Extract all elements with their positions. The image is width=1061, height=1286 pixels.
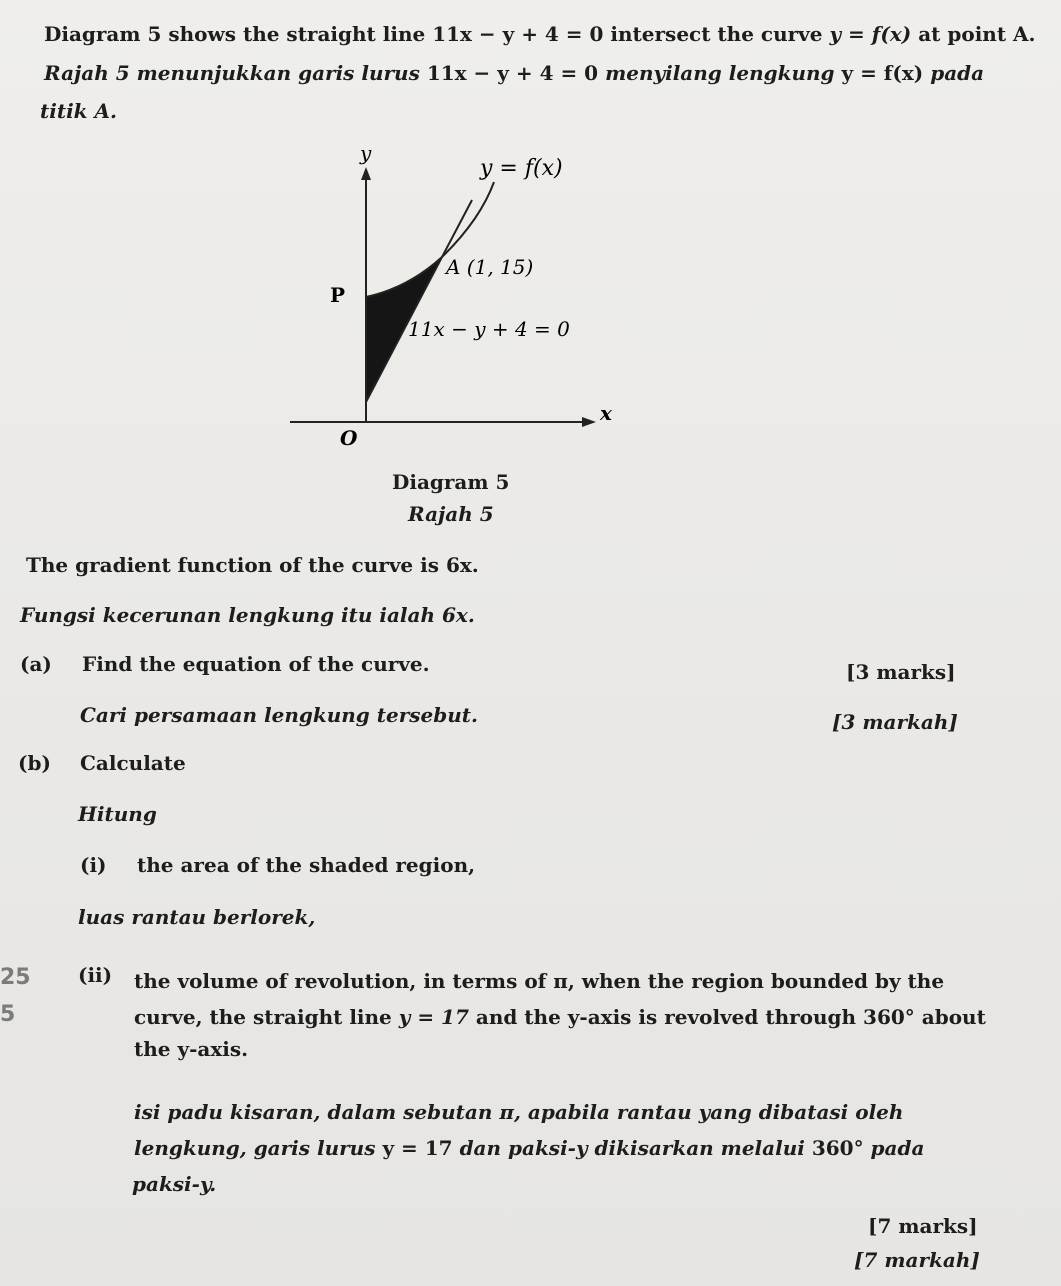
curve-equation: y = f(x) (829, 22, 912, 46)
part-b-ms: Hitung (78, 802, 157, 826)
intro-en-text: Diagram 5 shows the straight line (44, 22, 426, 46)
diagram-caption-ms: Rajah 5 (408, 502, 494, 526)
part-b-en: Calculate (80, 751, 186, 775)
gradient-en: The gradient function of the curve is 6x. (26, 553, 479, 577)
origin-label: O (340, 426, 358, 450)
x-axis-label: x (600, 401, 612, 425)
part-b-ii-label: (ii) (78, 963, 113, 987)
curve (442, 182, 494, 257)
margin-number-25: 25 (0, 965, 31, 990)
part-b-i-en: the area of the shaded region, (137, 853, 476, 877)
part-b-i-label: (i) (80, 853, 107, 877)
ii-ms-line-eq: y = 17 (382, 1136, 453, 1160)
intro-en-text-3: at point A. (918, 22, 1036, 46)
curve-equation-ms: y = f(x) (841, 61, 924, 85)
p-label: P (330, 283, 346, 307)
part-b-ii-ms-2 (134, 1136, 924, 1160)
line-equation: 11x − y + 4 = 0 (432, 22, 604, 46)
part-a-marks-ms: [3 markah] (832, 710, 958, 734)
part-a-marks-en: [3 marks] (846, 660, 956, 684)
intro-english (44, 22, 1036, 46)
ii-ms-text-c: pada (870, 1136, 925, 1160)
intro-malay (44, 61, 984, 85)
part-a-en: Find the equation of the curve. (82, 652, 430, 676)
intro-ms-titik: titik A. (40, 99, 117, 123)
ii-en-line-eq: y = 17 (398, 1005, 469, 1029)
part-b-marks-en: [7 marks] (868, 1214, 978, 1238)
diagram-5 (280, 140, 640, 450)
gradient-ms: Fungsi kecerunan lengkung itu ialah 6x. (20, 603, 475, 627)
ii-en-text-c: about (921, 1005, 986, 1029)
line-label: 11x − y + 4 = 0 (408, 317, 570, 341)
x-axis-arrow-icon (582, 417, 596, 427)
y-axis-label: y (360, 141, 372, 165)
intro-ms-text: Rajah 5 menunjukkan garis lurus (44, 61, 420, 85)
part-b-ii-ms-3: paksi-y. (132, 1172, 217, 1196)
diagram-caption-en: Diagram 5 (392, 470, 510, 494)
part-b-marks-ms: [7 markah] (854, 1248, 980, 1272)
ii-ms-angle: 360° (811, 1136, 864, 1160)
ii-en-text-b: and the y-axis is revolved through (475, 1005, 857, 1029)
part-a-ms: Cari persamaan lengkung tersebut. (80, 703, 478, 727)
ii-ms-text-a: lengkung, garis lurus (134, 1136, 376, 1160)
intro-ms-text-2: menyilang lengkung (605, 61, 835, 85)
part-b-ii-en-3: the y-axis. (134, 1037, 249, 1061)
part-b-ii-ms-1: isi padu kisaran, dalam sebutan π, apabila rantau yang dibatasi oleh (134, 1100, 904, 1124)
line-equation-ms: 11x − y + 4 = 0 (426, 61, 599, 85)
intro-ms-text-3: pada (930, 61, 985, 85)
ii-ms-text-b: dan paksi-y dikisarkan melalui (459, 1136, 805, 1160)
intro-en-text-2: intersect the curve (610, 22, 823, 46)
margin-number-5: 5 (0, 1002, 16, 1027)
part-b-ii-en-2 (134, 1005, 986, 1029)
y-axis-arrow-icon (361, 167, 371, 180)
point-a-label: A (1, 15) (446, 255, 534, 279)
part-b-i-ms: luas rantau berlorek, (78, 905, 316, 929)
ii-en-text-a: curve, the straight line (134, 1005, 392, 1029)
part-b-ii-en-1: the volume of revolution, in terms of π, when the region bounded by the (134, 969, 945, 993)
curve-label: y = f(x) (480, 156, 563, 181)
part-b-label: (b) (18, 751, 51, 775)
part-a-label: (a) (20, 652, 52, 676)
ii-en-angle: 360° (863, 1005, 915, 1029)
